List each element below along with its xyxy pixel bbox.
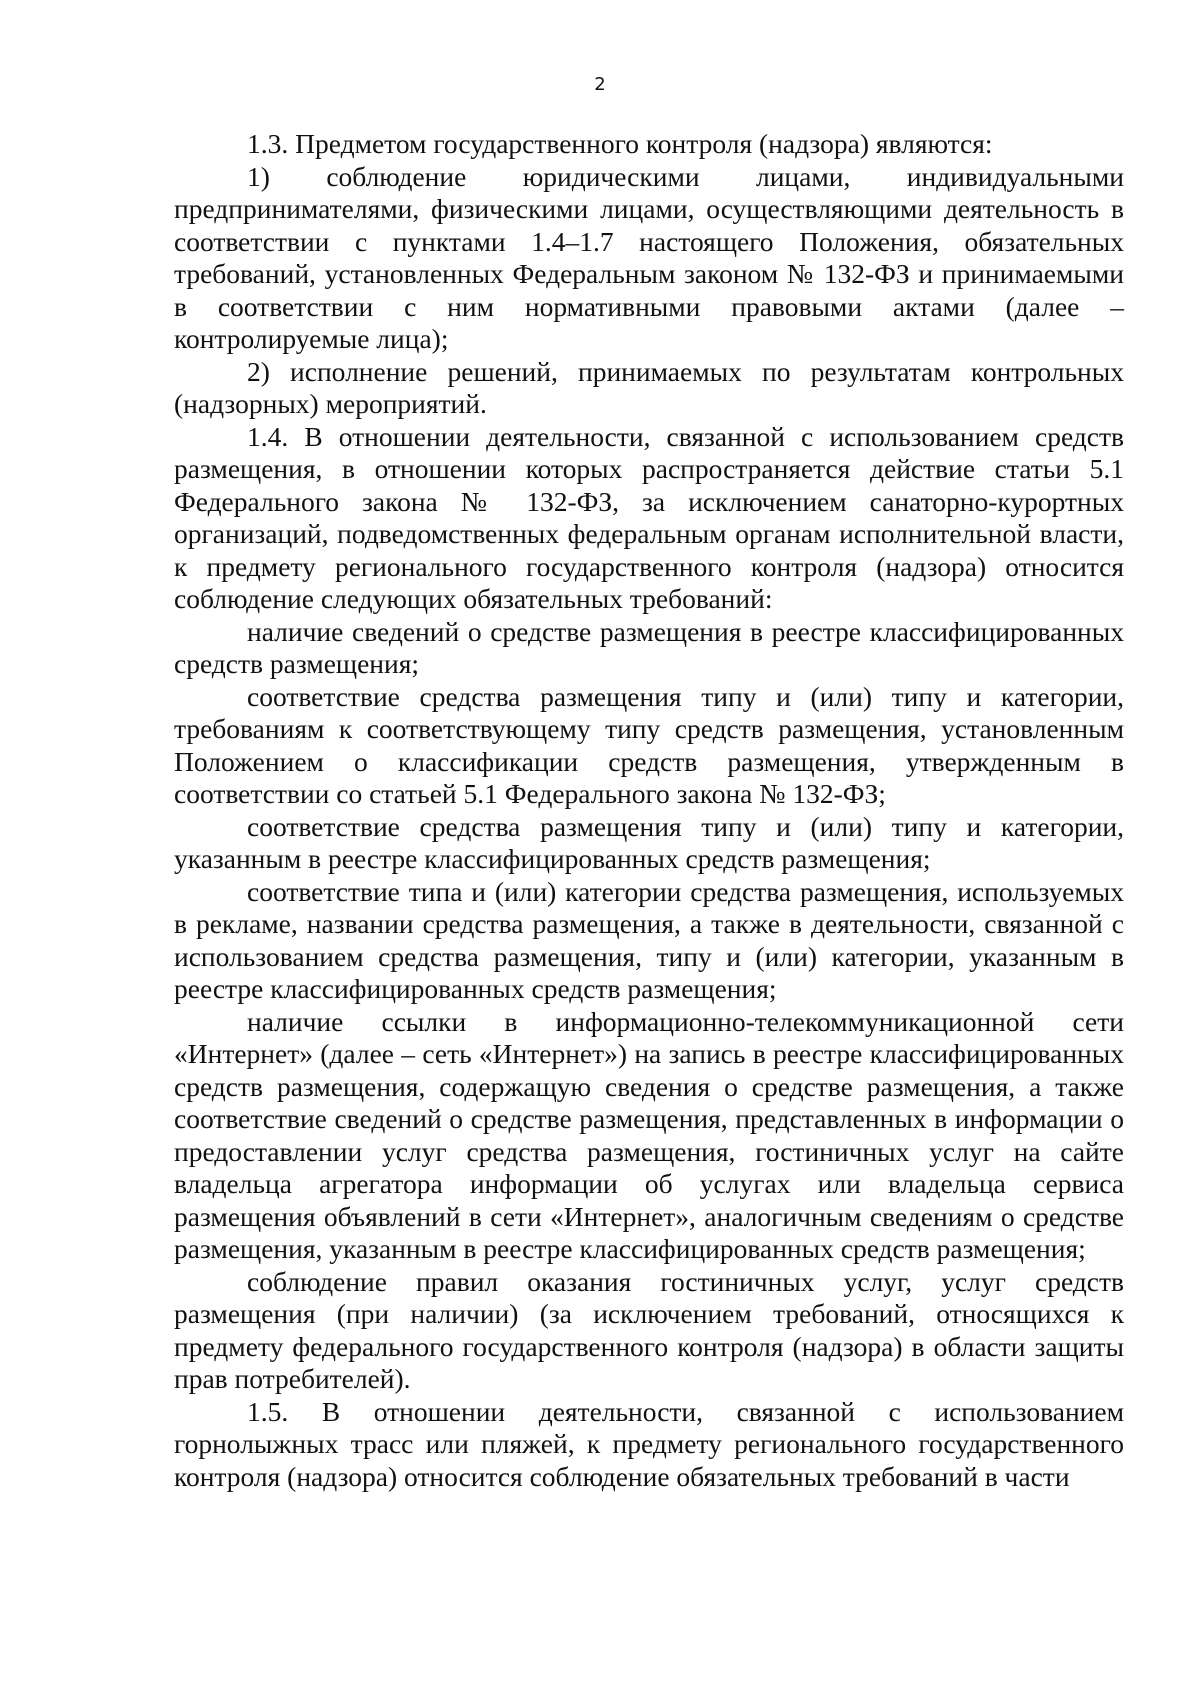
page-number: 2 [594, 74, 606, 95]
paragraph-1-5: 1.5. В отношении деятельности, связанной с использованием горнолыжных трасс или пляжей, к предмету регионального государственного контроля (надзора) относится соблюдение обязательных требований в части [174, 1395, 1124, 1492]
paragraph-item-2: 2) исполнение решений, принимаемых по результатам контрольных (надзорных) мероприятий. [174, 355, 1124, 419]
requirement-type-compliance: соответствие средства размещения типу и (или) типу и категории, требованиям к соответствующему типу средств размещения, установленным Положением о классификации средств размещения, утвержденным в соответствии со статьей 5.1 Федерального закона № 132-ФЗ; [174, 680, 1124, 809]
paragraph-1-4: 1.4. В отношении деятельности, связанной с использованием средств размещения, в отношении которых распространяется действие статьи 5.1 Федерального закона № 132-ФЗ, за исключением санаторно-курортных организаций, подведомственных федеральным органам исполнительной власти, к предмету регионального государственного контроля (надзора) относится соблюдение следующих обязательных требований: [174, 420, 1124, 614]
requirement-advertising: соответствие типа и (или) категории средства размещения, используемых в рекламе, названии средства размещения, а также в деятельности, связанной с использованием средства размещения, типу и (или) категории, указанным в реестре классифицированных средств размещения; [174, 875, 1124, 1004]
requirement-hotel-rules: соблюдение правил оказания гостиничных услуг, услуг средств размещения (при наличии) (за исключением требований, относящихся к предмету федерального государственного контроля (надзора) в области защиты прав потребителей). [174, 1265, 1124, 1394]
paragraph-1-3: 1.3. Предметом государственного контроля (надзора) являются: [247, 128, 993, 159]
requirement-registry-type: соответствие средства размещения типу и (или) типу и категории, указанным в реестре классифицированных средств размещения; [174, 810, 1124, 874]
document-body [174, 128, 1124, 1493]
requirement-internet-link: наличие ссылки в информационно-телекоммуникационной сети «Интернет» (далее – сеть «Интернет») на запись в реестре классифицированных средств размещения, содержащую сведения о средстве размещения, а также соответствие сведений о средстве размещения, представленных в информации о предоставлении услуг средства размещения, гостиничных услуг на сайте владельца агрегатора информации об услугах или владельца сервиса размещения объявлений в сети «Интернет», аналогичным сведениям о средстве размещения, указанным в реестре классифицированных средств размещения; [174, 1005, 1124, 1264]
requirement-registry-info: наличие сведений о средстве размещения в реестре классифицированных средств размещения; [174, 615, 1124, 679]
paragraph-item-1: 1) соблюдение юридическими лицами, индивидуальными предпринимателями, физическими лицами, осуществляющими деятельность в соответствии с пунктами 1.4–1.7 настоящего Положения, обязательных требований, установленных Федеральным законом № 132-ФЗ и принимаемыми в соответствии с ним нормативными правовыми актами (далее – контролируемые лица); [174, 160, 1124, 354]
